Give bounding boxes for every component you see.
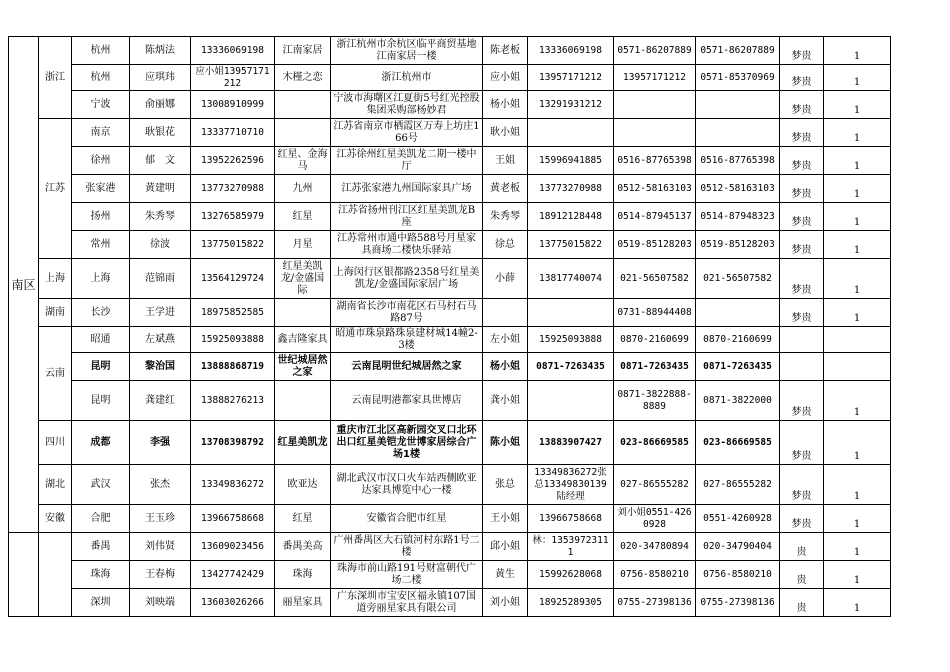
level-cell: [780, 327, 824, 353]
level-cell: 梦贵: [780, 381, 824, 421]
fax-cell: 027-86555282: [696, 465, 780, 505]
contact-cell: 王玉珍: [130, 505, 191, 533]
address-cell: 江苏省南京市栖霞区万寿上坊庄166号: [331, 119, 483, 147]
tel-cell: 刘小姐0551-4260928: [614, 505, 696, 533]
mobile-cell: 13888276213: [191, 381, 275, 421]
level-cell: 梦贵: [780, 91, 824, 119]
province-cell: 云南: [39, 327, 72, 421]
store-cell: 红星: [275, 203, 331, 231]
tel-cell: 021-56507582: [614, 259, 696, 299]
count-cell: 1: [824, 259, 891, 299]
fax-cell: 0514-87948323: [696, 203, 780, 231]
contact-cell: 刘伟贤: [130, 533, 191, 561]
manager-cell: 张总: [483, 465, 528, 505]
mobile-cell: 13349836272: [191, 465, 275, 505]
fax-cell: [696, 119, 780, 147]
fax-cell: 0516-87765398: [696, 147, 780, 175]
manager-cell: 杨小姐: [483, 353, 528, 381]
manager-cell: 陈小姐: [483, 421, 528, 465]
address-cell: 江苏省扬州刊江区红星美凯龙B座: [331, 203, 483, 231]
tel-cell: 023-86669585: [614, 421, 696, 465]
city-cell: 昆明: [72, 381, 130, 421]
table-row: [9, 465, 891, 505]
level-cell: 梦贵: [780, 147, 824, 175]
store-cell: 鑫吉隆家具: [275, 327, 331, 353]
contact-cell: 黄建明: [130, 175, 191, 203]
table-row: [9, 505, 891, 533]
manager-phone-cell: 13775015822: [528, 231, 614, 259]
address-cell: 昭通市珠泉路珠泉建材城14幢2-3楼: [331, 327, 483, 353]
manager-phone-cell: 18912128448: [528, 203, 614, 231]
count-cell: 1: [824, 147, 891, 175]
fax-cell: 0519-85128203: [696, 231, 780, 259]
tel-cell: 0871-3822888-8889: [614, 381, 696, 421]
manager-cell: 小薛: [483, 259, 528, 299]
fax-cell: 0755-27398136: [696, 589, 780, 617]
tel-cell: 0514-87945137: [614, 203, 696, 231]
address-cell: 广州番禺区大石镇河村东路1号二楼: [331, 533, 483, 561]
table-row: [9, 37, 891, 65]
count-cell: 1: [824, 381, 891, 421]
city-cell: 南京: [72, 119, 130, 147]
store-cell: [275, 91, 331, 119]
count-cell: 1: [824, 505, 891, 533]
address-cell: 上海闵行区银都路2358号红星美凯龙/金盛国际家居广场: [331, 259, 483, 299]
count-cell: 1: [824, 465, 891, 505]
address-cell: 云南昆明世纪城居然之家: [331, 353, 483, 381]
city-cell: 成都: [72, 421, 130, 465]
manager-phone-cell: [528, 299, 614, 327]
tel-cell: 0571-86207889: [614, 37, 696, 65]
contact-cell: 张杰: [130, 465, 191, 505]
tel-cell: 027-86555282: [614, 465, 696, 505]
table-row: [9, 203, 891, 231]
store-cell: 番禺美高: [275, 533, 331, 561]
table-row: [9, 231, 891, 259]
count-cell: 1: [824, 421, 891, 465]
fax-cell: 0756-8580210: [696, 561, 780, 589]
manager-phone-cell: 13957171212: [528, 65, 614, 91]
province-cell: 江苏: [39, 119, 72, 259]
table-row: [9, 533, 891, 561]
address-cell: 安徽省合肥市红星: [331, 505, 483, 533]
city-cell: 扬州: [72, 203, 130, 231]
city-cell: 宁波: [72, 91, 130, 119]
store-cell: 江南家居: [275, 37, 331, 65]
level-cell: 梦贵: [780, 203, 824, 231]
mobile-cell: 13276585979: [191, 203, 275, 231]
level-cell: 梦贵: [780, 259, 824, 299]
manager-cell: 杨小姐: [483, 91, 528, 119]
fax-cell: 0571-85370969: [696, 65, 780, 91]
city-cell: 张家港: [72, 175, 130, 203]
contact-cell: 范锦雨: [130, 259, 191, 299]
store-cell: 红星美凯龙/金盛国际: [275, 259, 331, 299]
count-cell: [824, 327, 891, 353]
city-cell: 珠海: [72, 561, 130, 589]
manager-phone-cell: 13883907427: [528, 421, 614, 465]
level-cell: 梦贵: [780, 231, 824, 259]
city-cell: 徐州: [72, 147, 130, 175]
province-cell: 四川: [39, 421, 72, 465]
table-row: [9, 327, 891, 353]
province-cell: [39, 533, 72, 617]
count-cell: 1: [824, 203, 891, 231]
address-cell: 广东深圳市宝安区福永镇107国道旁丽星家具有限公司: [331, 589, 483, 617]
store-cell: 红星美凯龙: [275, 421, 331, 465]
count-cell: 1: [824, 175, 891, 203]
contact-cell: 王春梅: [130, 561, 191, 589]
tel-cell: 13957171212: [614, 65, 696, 91]
fax-cell: 023-86669585: [696, 421, 780, 465]
manager-phone-cell: [528, 381, 614, 421]
store-cell: 珠海: [275, 561, 331, 589]
fax-cell: 0871-7263435: [696, 353, 780, 381]
table-row: [9, 65, 891, 91]
address-cell: 江苏张家港九州国际家具广场: [331, 175, 483, 203]
table-row: [9, 589, 891, 617]
table-row: [9, 561, 891, 589]
tel-cell: 0756-8580210: [614, 561, 696, 589]
mobile-cell: 13773270988: [191, 175, 275, 203]
manager-cell: 黄生: [483, 561, 528, 589]
store-cell: [275, 381, 331, 421]
contact-cell: 左斌燕: [130, 327, 191, 353]
contact-cell: 俞丽娜: [130, 91, 191, 119]
mobile-cell: 13966758668: [191, 505, 275, 533]
manager-cell: 王姐: [483, 147, 528, 175]
city-cell: 合肥: [72, 505, 130, 533]
tel-cell: 0519-85128203: [614, 231, 696, 259]
mobile-cell: 应小姐13957171212: [191, 65, 275, 91]
manager-phone-cell: 林：13539723111: [528, 533, 614, 561]
mobile-cell: 13603026266: [191, 589, 275, 617]
table-row: [9, 299, 891, 327]
store-cell: 丽星家具: [275, 589, 331, 617]
count-cell: [824, 353, 891, 381]
address-cell: 云南昆明港都家具世博店: [331, 381, 483, 421]
mobile-cell: 13952262596: [191, 147, 275, 175]
address-cell: 湖北武汉市汉口火车站西侧欧亚达家具博览中心一楼: [331, 465, 483, 505]
store-cell: 欧亚达: [275, 465, 331, 505]
tel-cell: [614, 119, 696, 147]
city-cell: 昭通: [72, 327, 130, 353]
level-cell: 贵: [780, 533, 824, 561]
table-row: [9, 353, 891, 381]
manager-phone-cell: 13349836272张总13349830139陆经理: [528, 465, 614, 505]
level-cell: 梦贵: [780, 505, 824, 533]
address-cell: 珠海市前山路191号财富朝代广场二楼: [331, 561, 483, 589]
manager-cell: 朱秀琴: [483, 203, 528, 231]
city-cell: 番禺: [72, 533, 130, 561]
mobile-cell: 13888868719: [191, 353, 275, 381]
province-cell: 湖南: [39, 299, 72, 327]
count-cell: 1: [824, 37, 891, 65]
contact-cell: 耿银花: [130, 119, 191, 147]
region-cell: 南区: [9, 37, 39, 533]
manager-cell: 耿小姐: [483, 119, 528, 147]
city-cell: 常州: [72, 231, 130, 259]
tel-cell: 0516-87765398: [614, 147, 696, 175]
fax-cell: 0871-3822000: [696, 381, 780, 421]
manager-phone-cell: [528, 119, 614, 147]
level-cell: 梦贵: [780, 465, 824, 505]
manager-cell: 刘小姐: [483, 589, 528, 617]
contact-cell: 郁 文: [130, 147, 191, 175]
table-row: [9, 147, 891, 175]
store-cell: 红星、金海马: [275, 147, 331, 175]
province-cell: 上海: [39, 259, 72, 299]
table-row: [9, 119, 891, 147]
table-row: [9, 259, 891, 299]
manager-cell: 龚小姐: [483, 381, 528, 421]
table-row: [9, 381, 891, 421]
city-cell: 昆明: [72, 353, 130, 381]
fax-cell: 0571-86207889: [696, 37, 780, 65]
store-cell: 世纪城居然之家: [275, 353, 331, 381]
mobile-cell: 13337710710: [191, 119, 275, 147]
contact-cell: 陈炳法: [130, 37, 191, 65]
level-cell: 梦贵: [780, 65, 824, 91]
fax-cell: 021-56507582: [696, 259, 780, 299]
manager-phone-cell: 0871-7263435: [528, 353, 614, 381]
manager-phone-cell: 13773270988: [528, 175, 614, 203]
table-row: [9, 91, 891, 119]
address-cell: 浙江杭州市余杭区临平商贸基地江南家居一楼: [331, 37, 483, 65]
address-cell: 重庆市江北区高新园交叉口北环出口红星美铠龙世博家居综合广场1楼: [331, 421, 483, 465]
manager-cell: 黄老板: [483, 175, 528, 203]
mobile-cell: 13564129724: [191, 259, 275, 299]
tel-cell: 0871-7263435: [614, 353, 696, 381]
table-row: [9, 175, 891, 203]
address-cell: 江苏徐州红星美凯龙二期一楼中厅: [331, 147, 483, 175]
address-cell: 浙江杭州市: [331, 65, 483, 91]
store-cell: 红星: [275, 505, 331, 533]
store-cell: 九州: [275, 175, 331, 203]
tel-cell: 0755-27398136: [614, 589, 696, 617]
fax-cell: [696, 299, 780, 327]
manager-cell: 王小姐: [483, 505, 528, 533]
mobile-cell: 13427742429: [191, 561, 275, 589]
count-cell: 1: [824, 299, 891, 327]
level-cell: 梦贵: [780, 299, 824, 327]
manager-cell: 左小姐: [483, 327, 528, 353]
address-cell: 江苏常州市通中路588号月星家具商场二楼快乐驿站: [331, 231, 483, 259]
contact-cell: 黎治国: [130, 353, 191, 381]
level-cell: 梦贵: [780, 421, 824, 465]
contact-cell: 刘映端: [130, 589, 191, 617]
tel-cell: 020-34780894: [614, 533, 696, 561]
mobile-cell: 13008910999: [191, 91, 275, 119]
table-row: [9, 421, 891, 465]
contact-cell: 应琪玮: [130, 65, 191, 91]
tel-cell: 0870-2160699: [614, 327, 696, 353]
manager-cell: 陈老板: [483, 37, 528, 65]
level-cell: [780, 353, 824, 381]
count-cell: 1: [824, 561, 891, 589]
city-cell: 长沙: [72, 299, 130, 327]
province-cell: 湖北: [39, 465, 72, 505]
manager-phone-cell: 13966758668: [528, 505, 614, 533]
fax-cell: 0551-4260928: [696, 505, 780, 533]
manager-cell: 徐总: [483, 231, 528, 259]
contact-cell: 朱秀琴: [130, 203, 191, 231]
level-cell: 贵: [780, 589, 824, 617]
manager-phone-cell: 13291931212: [528, 91, 614, 119]
count-cell: 1: [824, 119, 891, 147]
fax-cell: 0870-2160699: [696, 327, 780, 353]
mobile-cell: 13609023456: [191, 533, 275, 561]
city-cell: 上海: [72, 259, 130, 299]
manager-phone-cell: 18925289305: [528, 589, 614, 617]
level-cell: 梦贵: [780, 119, 824, 147]
store-cell: 月星: [275, 231, 331, 259]
manager-phone-cell: 13336069198: [528, 37, 614, 65]
city-cell: 杭州: [72, 65, 130, 91]
region-cell: [9, 533, 39, 617]
mobile-cell: 15925093888: [191, 327, 275, 353]
manager-phone-cell: 15925093888: [528, 327, 614, 353]
count-cell: 1: [824, 231, 891, 259]
manager-cell: 应小姐: [483, 65, 528, 91]
manager-phone-cell: 15996941885: [528, 147, 614, 175]
address-cell: 湖南省长沙市南花区石马村石马路87号: [331, 299, 483, 327]
store-cell: [275, 299, 331, 327]
contact-cell: 龚建红: [130, 381, 191, 421]
manager-cell: 邱小姐: [483, 533, 528, 561]
distributor-table: [8, 36, 891, 617]
count-cell: 1: [824, 533, 891, 561]
manager-phone-cell: 15992628068: [528, 561, 614, 589]
mobile-cell: 18975852585: [191, 299, 275, 327]
contact-cell: 李强: [130, 421, 191, 465]
fax-cell: [696, 91, 780, 119]
level-cell: 贵: [780, 561, 824, 589]
city-cell: 深圳: [72, 589, 130, 617]
contact-cell: 王学进: [130, 299, 191, 327]
contact-cell: 徐波: [130, 231, 191, 259]
province-cell: 浙江: [39, 37, 72, 119]
mobile-cell: 13775015822: [191, 231, 275, 259]
province-cell: 安徽: [39, 505, 72, 533]
mobile-cell: 13708398792: [191, 421, 275, 465]
store-cell: [275, 119, 331, 147]
fax-cell: 0512-58163103: [696, 175, 780, 203]
level-cell: 梦贵: [780, 37, 824, 65]
mobile-cell: 13336069198: [191, 37, 275, 65]
count-cell: 1: [824, 91, 891, 119]
tel-cell: 0731-88944408: [614, 299, 696, 327]
manager-cell: [483, 299, 528, 327]
count-cell: 1: [824, 589, 891, 617]
city-cell: 武汉: [72, 465, 130, 505]
address-cell: 宁波市海曙区江夏街5号红光控股集团采购部杨妙君: [331, 91, 483, 119]
tel-cell: 0512-58163103: [614, 175, 696, 203]
count-cell: 1: [824, 65, 891, 91]
manager-phone-cell: 13817740074: [528, 259, 614, 299]
level-cell: 梦贵: [780, 175, 824, 203]
store-cell: 木槿之恋: [275, 65, 331, 91]
tel-cell: [614, 91, 696, 119]
city-cell: 杭州: [72, 37, 130, 65]
fax-cell: 020-34790404: [696, 533, 780, 561]
